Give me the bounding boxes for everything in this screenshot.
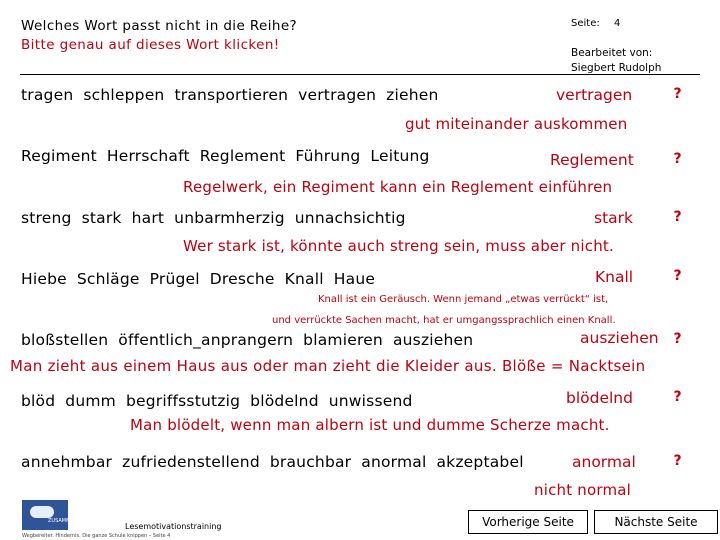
title-line-1: Welches Wort passt nicht in die Reihe? xyxy=(21,18,298,34)
word-option[interactable]: vertragen xyxy=(298,86,377,104)
word-option[interactable]: unbarmherzig xyxy=(174,209,285,227)
explanation-text: Man zieht aus einem Haus aus oder man zieht die Kleider aus. Blöße = Nacktsein xyxy=(10,357,646,375)
answer-text: Knall xyxy=(595,268,634,286)
word-option[interactable]: begriffsstutzig xyxy=(125,392,241,410)
reveal-answer-button[interactable]: ? xyxy=(668,84,687,105)
previous-page-button[interactable]: Vorherige Seite xyxy=(468,510,588,534)
explanation-text: Wer stark ist, könnte auch streng sein, muss aber nicht. xyxy=(183,237,614,255)
word-option[interactable]: hart xyxy=(131,209,165,227)
word-option[interactable]: akzeptabel xyxy=(436,453,524,471)
word-option[interactable]: unwissend xyxy=(328,392,413,410)
answer-text: blödelnd xyxy=(566,389,633,407)
word-option[interactable]: blöd xyxy=(21,392,56,410)
author-info xyxy=(571,46,661,76)
word-row-5 xyxy=(21,331,483,349)
next-page-button[interactable]: Nächste Seite xyxy=(594,510,718,534)
page-title xyxy=(21,17,297,55)
reveal-answer-button[interactable]: ? xyxy=(668,266,687,287)
explanation-text: und verrückte Sachen macht, hat er umgangssprachlich einen Knall. xyxy=(272,315,616,326)
word-option[interactable]: Reglement xyxy=(199,147,286,165)
word-option[interactable]: ziehen xyxy=(386,86,439,104)
logo-text: ZUSAMMENFASSUNG xyxy=(48,518,101,524)
explanation-text: Regelwerk, ein Regiment kann ein Reglement einführen xyxy=(183,178,613,196)
explanation-text: Knall ist ein Geräusch. Wenn jemand „etwas verrückt“ ist, xyxy=(318,294,609,305)
word-option[interactable]: unnachsichtig xyxy=(294,209,406,227)
page-number: 4 xyxy=(614,18,621,29)
logo xyxy=(22,500,101,530)
word-option[interactable]: transportieren xyxy=(174,86,289,104)
answer-text: stark xyxy=(594,209,633,227)
word-option[interactable]: Dresche xyxy=(209,270,275,288)
word-row-4 xyxy=(21,270,385,288)
word-option[interactable]: tragen xyxy=(21,86,74,104)
header-divider xyxy=(20,74,700,75)
word-option[interactable]: Hiebe xyxy=(21,270,67,288)
page-label: Seite: xyxy=(571,18,600,29)
footer-note: Wegbereiter. Hindernis. Die ganze Schule knippen – Seite 4 xyxy=(22,533,171,539)
word-option[interactable]: Herrschaft xyxy=(106,147,190,165)
word-option[interactable]: öffentlich_anprangern xyxy=(118,331,294,349)
explanation-text: gut miteinander auskommen xyxy=(405,115,628,133)
word-option[interactable]: blödelnd xyxy=(250,392,319,410)
word-option[interactable]: Prügel xyxy=(149,270,200,288)
word-row-7 xyxy=(21,453,534,471)
word-option[interactable]: bloßstellen xyxy=(21,331,109,349)
word-row-2 xyxy=(21,147,440,165)
word-option[interactable]: Schläge xyxy=(76,270,140,288)
cloud-icon xyxy=(30,506,54,518)
word-option[interactable]: Leitung xyxy=(370,147,430,165)
word-option[interactable]: stark xyxy=(81,209,122,227)
answer-text: anormal xyxy=(572,453,636,471)
author-line-2: Siegbert Rudolph xyxy=(571,62,662,74)
word-row-6 xyxy=(21,392,423,410)
reveal-answer-button[interactable]: ? xyxy=(668,329,687,350)
word-option[interactable]: dumm xyxy=(65,392,116,410)
reveal-answer-button[interactable]: ? xyxy=(668,207,687,228)
word-option[interactable]: Knall xyxy=(284,270,324,288)
reveal-answer-button[interactable]: ? xyxy=(668,149,687,170)
word-option[interactable]: annehmbar xyxy=(21,453,113,471)
word-row-1 xyxy=(21,86,449,104)
word-option[interactable]: ausziehen xyxy=(392,331,474,349)
answer-text: ausziehen xyxy=(580,329,659,347)
footer-brand: Lesemotivationstraining xyxy=(125,522,222,531)
word-option[interactable]: anormal xyxy=(361,453,427,471)
reveal-answer-button[interactable]: ? xyxy=(668,387,687,408)
word-row-3 xyxy=(21,209,416,227)
explanation-text: nicht normal xyxy=(534,481,632,499)
word-option[interactable]: zufriedenstellend xyxy=(122,453,260,471)
answer-text: Reglement xyxy=(550,151,634,169)
word-option[interactable]: Regiment xyxy=(21,147,97,165)
word-option[interactable]: blamieren xyxy=(303,331,383,349)
title-line-2: Bitte genau auf dieses Wort klicken! xyxy=(21,37,280,53)
word-option[interactable]: schleppen xyxy=(83,86,165,104)
word-option[interactable]: streng xyxy=(21,209,72,227)
explanation-text: Man blödelt, wenn man albern ist und dumme Scherze macht. xyxy=(130,416,610,434)
answer-text: vertragen xyxy=(556,86,633,104)
word-option[interactable]: Führung xyxy=(295,147,361,165)
word-option[interactable]: brauchbar xyxy=(269,453,352,471)
reveal-answer-button[interactable]: ? xyxy=(668,451,687,472)
author-line-1: Bearbeitet von: xyxy=(571,47,653,59)
word-option[interactable]: Haue xyxy=(333,270,376,288)
